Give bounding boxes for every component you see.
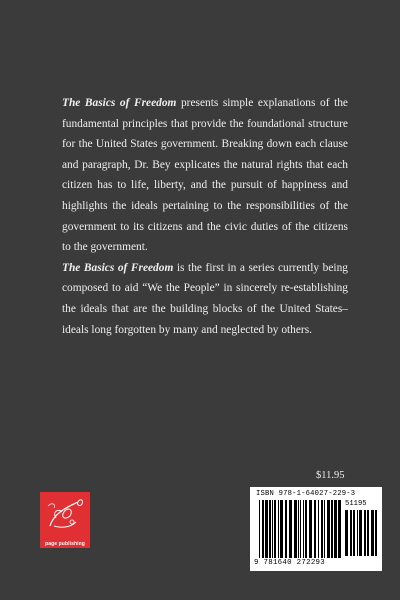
price-label: $11.95 (316, 470, 345, 481)
publisher-name: page publishing (45, 541, 85, 547)
book-title-emphasis: The Basics of Freedom (62, 97, 177, 109)
description-text-1: presents simple explanations of the fundamental principles that provide the foundational structure for the United States government. Breaking down each clause and paragraph, Dr. Bey explicates the natural rights that each citizen has to life, liberty, and the pursuit of happiness and highlights the ideals pertaining to the responsibilities of the government to its citizens and the civic duties of the citizens to the government. (62, 97, 348, 254)
description-paragraph-1 (62, 93, 348, 258)
description-text-2: is the first in a series currently being composed to aid “We the People” in sincerely re-establishing the ideals that are the building blocks of the United States–ideals long forgotten by many and neglected by others. (62, 261, 348, 336)
book-title-emphasis: The Basics of Freedom (62, 261, 174, 274)
ean-number: 9 781640 272293 (254, 559, 326, 567)
ean-barcode-bars (259, 500, 341, 558)
flower-logo-icon (40, 492, 90, 538)
description-paragraph-2 (62, 258, 348, 340)
book-description (62, 93, 348, 340)
addon-barcode-bars (345, 510, 377, 556)
price-addon-code: 51195 (345, 500, 367, 508)
publisher-logo (40, 492, 90, 548)
isbn-barcode (250, 487, 382, 571)
isbn-number: ISBN 978-1-64027-229-3 (256, 490, 356, 498)
